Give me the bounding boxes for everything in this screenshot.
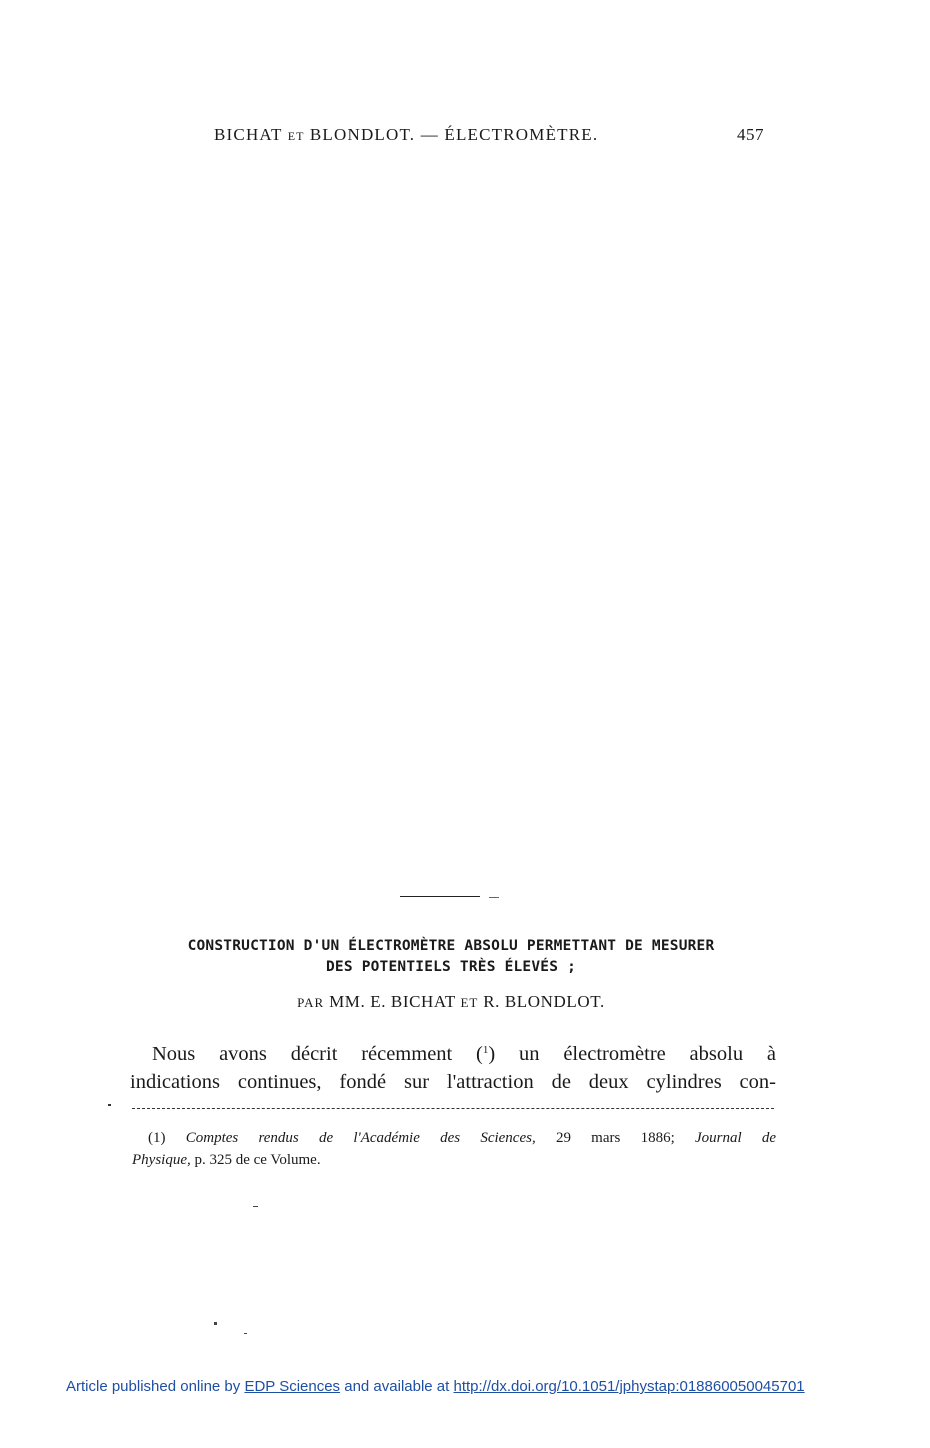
section-separator (400, 896, 480, 897)
article-title-line-2: DES POTENTIELS TRÈS ÉLEVÉS ; (325, 959, 577, 975)
scan-speck (253, 1206, 258, 1207)
body-paragraph (130, 1036, 776, 1096)
separator-tick (489, 897, 499, 898)
body-line-1-start: Nous avons décrit récemment ( (152, 1043, 483, 1065)
article-authors (120, 992, 782, 1012)
footnote-page-ref: p. 325 de ce Volume. (194, 1152, 321, 1168)
publication-credit (66, 1378, 805, 1395)
page-number: 457 (737, 125, 764, 144)
running-title-author1: BICHAT (214, 125, 283, 144)
scan-speck (244, 1333, 247, 1334)
footnote-journal-part2: Physique, (132, 1152, 191, 1168)
authors-names: MM. E. BICHAT (329, 992, 456, 1011)
body-line-1-end: ) un électromètre absolu à (488, 1043, 776, 1065)
running-head (214, 125, 770, 149)
footnote-line-1 (132, 1127, 776, 1149)
body-line-2: indications continues, fondé sur l'attraction de deux cylindres con- (130, 1071, 776, 1093)
footnote-rule (132, 1108, 774, 1109)
running-title-et: ET (287, 129, 305, 143)
footnote-journal-part1: Journal de (694, 1130, 777, 1146)
running-title-author2-topic: BLONDLOT. — ÉLECTROMÈTRE. (309, 125, 599, 144)
doi-link[interactable]: http://dx.doi.org/10.1051/jphystap:018860050045701 (453, 1378, 805, 1395)
footnote-source-title: Comptes rendus de l'Académie des Sciences, (185, 1130, 536, 1146)
footnote-rule-mark (108, 1104, 111, 1106)
footnote (132, 1127, 776, 1171)
footnote-reference[interactable]: 1 (482, 1044, 489, 1056)
article-title (120, 936, 782, 978)
credit-prefix: Article published online by (66, 1378, 241, 1395)
article-title-line-1: CONSTRUCTION D'UN ÉLECTROMÈTRE ABSOLU PERMETTANT DE MESURER (187, 938, 715, 954)
authors-par: PAR (297, 995, 325, 1010)
authors-et: ET (460, 995, 479, 1010)
footnote-date: 29 mars 1886; (555, 1130, 675, 1146)
body-line-1 (130, 1036, 776, 1068)
footnote-line-2 (132, 1149, 776, 1171)
scan-speck (214, 1322, 217, 1325)
footnote-marker: (1) (148, 1130, 166, 1146)
publisher-link[interactable]: EDP Sciences (244, 1378, 341, 1395)
authors-last: R. BLONDLOT. (483, 992, 605, 1011)
credit-middle: and available at (344, 1378, 450, 1395)
running-title (214, 125, 598, 145)
